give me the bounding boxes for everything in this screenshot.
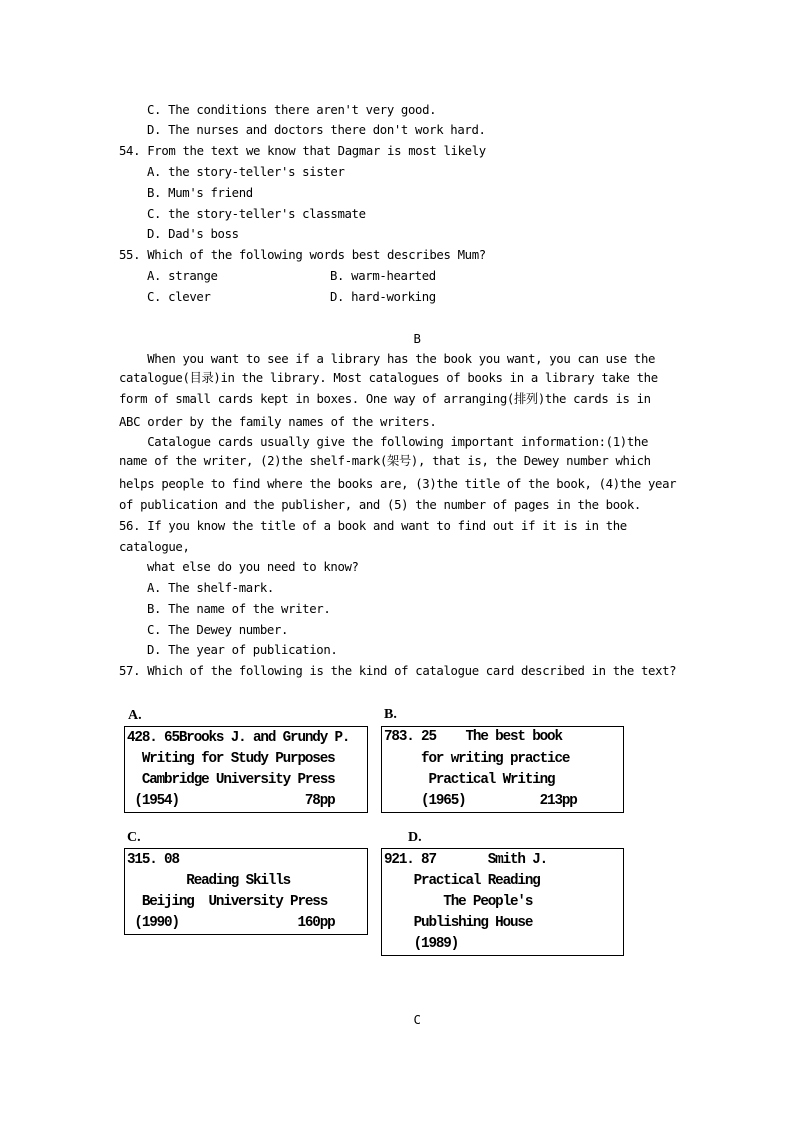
- paragraph2-line: helps people to find where the books are, (3)the title of the book, (4)the year: [119, 477, 677, 491]
- card-d-label: D.: [408, 830, 422, 845]
- q55-option-b: B. warm-hearted: [330, 269, 436, 283]
- q55-option-a: A. strange: [147, 269, 218, 283]
- paragraph2-line: of publication and the publisher, and (5) the number of pages in the book.: [119, 498, 641, 512]
- q55-option-d: D. hard-working: [330, 290, 436, 304]
- q57-stem: 57. Which of the following is the kind of catalogue card described in the text?: [119, 664, 677, 678]
- q56-option-c: C. The Dewey number.: [147, 623, 289, 637]
- card-d-line: Practical Reading: [384, 872, 540, 889]
- card-a-line: Cambridge University Press: [127, 771, 335, 788]
- q54-option-c: C. the story-teller's classmate: [147, 207, 366, 221]
- card-d-line: The People's: [384, 893, 533, 910]
- card-d-line: Publishing House: [384, 914, 533, 931]
- paragraph1-line: form of small cards kept in boxes. One way of arranging(排列)the cards is in: [119, 392, 651, 406]
- catalogue-card-d: [381, 848, 624, 956]
- catalogue-card-c: [124, 848, 368, 935]
- paragraph2-line: Catalogue cards usually give the following important information:(1)the: [119, 435, 649, 449]
- card-c-label: C.: [127, 830, 141, 845]
- card-d-line: 921. 87 Smith J.: [384, 851, 548, 868]
- q54-stem: 54. From the text we know that Dagmar is most likely: [119, 144, 486, 158]
- q56-stem-continued: what else do you need to know?: [147, 560, 359, 574]
- q54-option-b: B. Mum's friend: [147, 186, 253, 200]
- paragraph1-line: When you want to see if a library has the book you want, you can use the: [119, 352, 656, 366]
- paragraph2-line: name of the writer, (2)the shelf-mark(架号), that is, the Dewey number which: [119, 454, 651, 468]
- catalogue-card-b: [381, 726, 624, 813]
- card-b-line: 783. 25 The best book: [384, 728, 562, 745]
- q55-stem: 55. Which of the following words best describes Mum?: [119, 248, 486, 262]
- card-a-line: 428. 65Brooks J. and Grundy P.: [127, 729, 350, 746]
- q53-option-d: D. The nurses and doctors there don't work hard.: [147, 123, 486, 137]
- q54-option-a: A. the story-teller's sister: [147, 165, 345, 179]
- q56-stem-continued: catalogue,: [119, 540, 190, 554]
- card-b-line: Practical Writing: [384, 771, 555, 788]
- catalogue-card-a: [124, 726, 368, 813]
- card-c-line: (1990) 160pp: [127, 914, 335, 931]
- q56-option-b: B. The name of the writer.: [147, 602, 331, 616]
- q56-option-d: D. The year of publication.: [147, 643, 338, 657]
- section-b-heading: B: [413, 332, 421, 346]
- card-b-line: for writing practice: [384, 750, 570, 767]
- paragraph1-line: catalogue(目录)in the library. Most catalogues of books in a library take the: [119, 371, 658, 385]
- card-a-line: Writing for Study Purposes: [127, 750, 335, 767]
- q53-option-c: C. The conditions there aren't very good.: [147, 103, 437, 117]
- card-b-line: (1965) 213pp: [384, 792, 577, 809]
- q56-option-a: A. The shelf-mark.: [147, 581, 274, 595]
- q54-option-d: D. Dad's boss: [147, 227, 239, 241]
- card-c-line: 315. 08: [127, 851, 179, 868]
- section-c-heading: C: [413, 1013, 421, 1027]
- card-a-label: A.: [128, 708, 142, 723]
- card-c-line: Beijing University Press: [127, 893, 328, 910]
- paragraph1-line: ABC order by the family names of the writers.: [119, 415, 437, 429]
- q55-option-c: C. clever: [147, 290, 211, 304]
- card-b-label: B.: [384, 707, 397, 722]
- card-c-line: Reading Skills: [127, 872, 291, 889]
- q56-stem: 56. If you know the title of a book and want to find out if it is in the: [119, 519, 627, 533]
- card-d-line: (1989): [384, 935, 459, 952]
- card-a-line: (1954) 78pp: [127, 792, 335, 809]
